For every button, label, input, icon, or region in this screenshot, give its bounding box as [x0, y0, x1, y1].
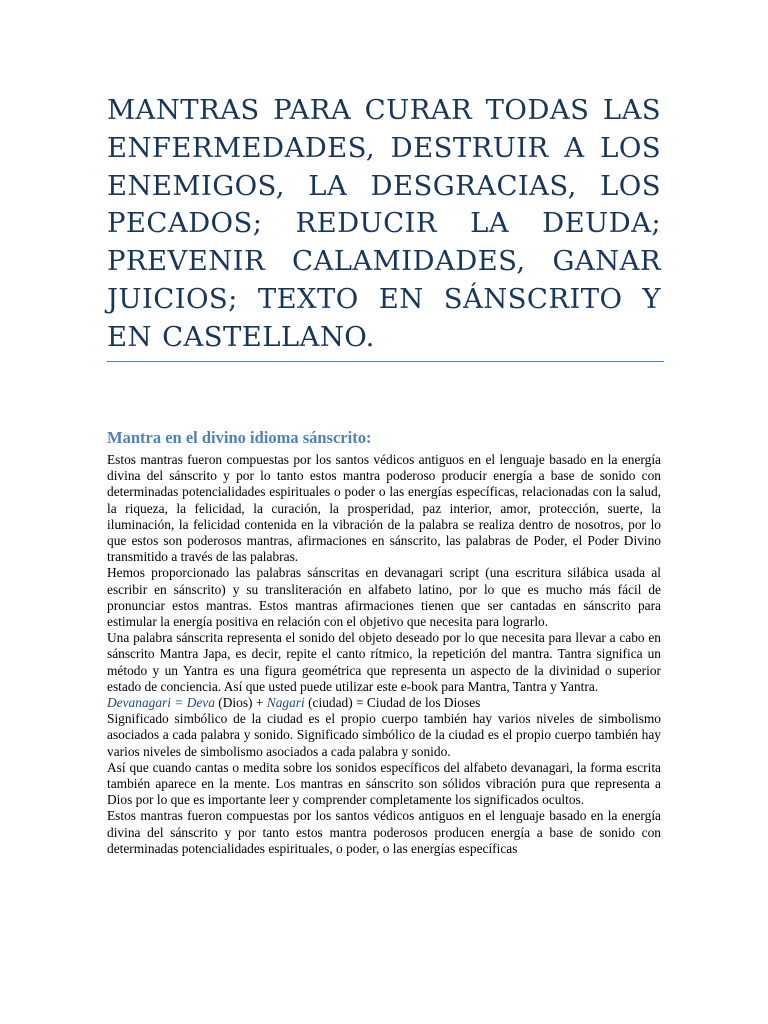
paragraph: Estos mantras fueron compuestas por los santos védicos antiguos en el lenguaje basado en la energía divina del sánscrito y por lo tanto estos mantra poderoso producir energía a base de sonido con determinadas potencialidades espirituales o poder o las energías específicas, relacionadas con la salud, la riqueza, la felicidad, la curación, la prosperidad, paz interior, amor, protección, suerte, la iluminación, la felicidad contenida en la vibración de la palabra se realiza dentro de nosotros, por lo que estos son poderosos mantras, afirmaciones en sánscrito, las palabras de Poder, el Poder Divino transmitido a través de las palabras.	[107, 452, 661, 565]
etymology-gloss-dios: (Dios) +	[214, 695, 267, 711]
section-heading: Mantra en el divino idioma sánscrito:	[107, 428, 372, 447]
paragraph: Una palabra sánscrita representa el sonido del objeto deseado por lo que necesita para llevar a cabo en sánscrito Mantra Japa, es decir, repite el canto rítmico, la repetición del mantra. Tantra significa un método y un Yantra es una figura geométrica que representa un aspecto de la divinidad o superior estado de conciencia. Así que usted puede utilizar este e-book para Mantra, Tantra y Yantra.	[107, 630, 661, 694]
paragraph: Hemos proporcionado las palabras sánscritas en devanagari script (una escritura silábica usada al escribir en sánscrito) y su transliteración en alfabeto latino, por lo que es mucho más fácil de pronunciar estos mantras. Estos mantras afirmaciones tienen que ser cantadas en sánscrito para estimular la energía positiva en relación con el objetivo que necesita para lograrlo.	[107, 565, 661, 630]
paragraph: Estos mantras fueron compuestas por los santos védicos antiguos en el lenguaje basado en la energía divina del sánscrito y por tanto estos mantra poderosos producen energía a base de sonido con determinadas potencialidades espirituales, o poder, o las energías específicas	[107, 808, 661, 856]
paragraph: Así que cuando cantas o medita sobre los sonidos específicos del alfabeto devanagari, la forma escrita también aparece en la mente. Los mantras en sánscrito son sólidos vibración pura que representa a Dios por lo que es importante leer y comprender completamente los significados ocultos.	[107, 759, 661, 808]
paragraph: Significado simbólico de la ciudad es el propio cuerpo también hay varios niveles de simbolismo asociados a cada palabra y sonido. Significado simbólico de la ciudad es el propio cuerpo también hay varios niveles de simbolismo asociados a cada palabra y sonido.	[107, 711, 661, 759]
etymology-line	[107, 695, 661, 711]
etymology-gloss-ciudad: (ciudad) = Ciudad de los Dioses	[304, 695, 481, 711]
title-divider	[107, 361, 664, 362]
etymology-term-deva: Devanagari = Deva	[107, 695, 215, 711]
etymology-term-nagari: Nagari	[266, 695, 305, 711]
body-text	[107, 452, 661, 907]
document-title: MANTRAS PARA CURAR TODAS LAS ENFERMEDADES, DESTRUIR A LOS ENEMIGOS, LA DESGRACIAS, LOS PECADOS; REDUCIR LA DEUDA; PREVENIR CALAMIDADES, GANAR JUICIOS; TEXTO EN SÁNSCRITO Y EN CASTELLANO.	[107, 94, 661, 353]
